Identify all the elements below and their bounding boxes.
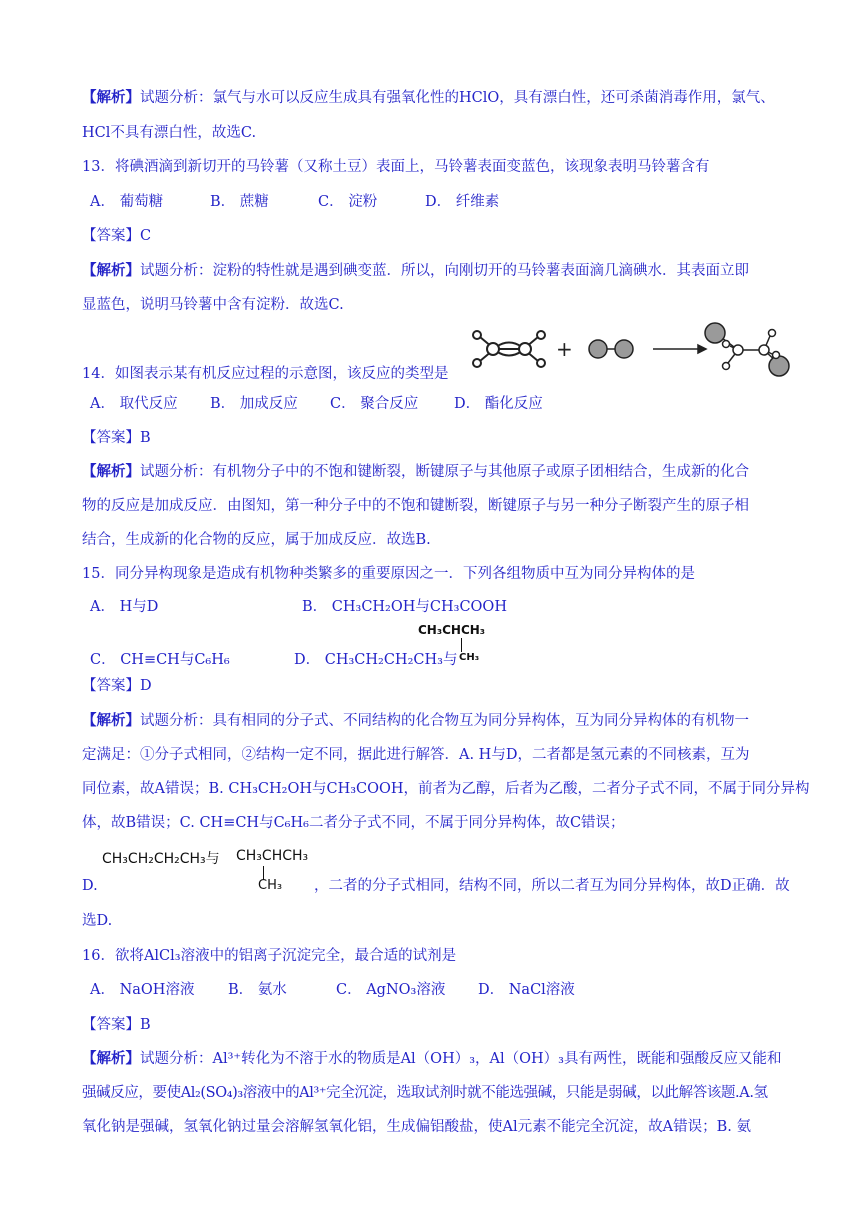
- q14-analysis-line-3: 结合，生成新的化合物的反应，属于加成反应．故选B.: [82, 532, 431, 548]
- halogen-molecule: [589, 340, 633, 358]
- q16-analysis-line-3: 氧化钠是强碱，氢氧化钠过量会溶解氢氧化铝，生成偏铝酸盐，使Al元素不能完全沉淀，故A错误；B. 氨: [82, 1119, 751, 1135]
- q13-option-d: D． 纤维素: [425, 194, 500, 210]
- q12-analysis-line-1: [82, 88, 775, 108]
- q16-analysis-text-1: 试题分析：Al³⁺转化为不溶于水的物质是Al（OH）₃，Al（OH）₃具有两性，既能和强酸反应又能和: [140, 1051, 782, 1067]
- q15-analysis-line-2: 定满足：①分子式相同，②结构一定不同，据此进行解答．A. H与D，二者都是氢元素的不同核素，互为: [82, 747, 750, 763]
- ethylene-molecule: [473, 331, 545, 367]
- q13-option-c: C． 淀粉: [318, 194, 378, 210]
- q14-analysis-line-2: 物的反应是加成反应．由图知，第一种分子中的不饱和键断裂，断键原子与另一种分子断裂产生的原子相: [82, 498, 749, 514]
- q15-option-a: A． H与D: [90, 599, 159, 615]
- q16-analysis-line-2: 强碱反应，要使Al₂(SO₄)₃溶液中的Al³⁺完全沉淀，选取试剂时就不能选强碱，只能是弱碱，以此解答该题.A.氢: [82, 1085, 768, 1101]
- q12-analysis-tag: 【解析】: [82, 89, 140, 106]
- q15-answer: 【答案】D: [82, 678, 152, 694]
- q15-option-d: D． CH₃CH₂CH₂CH₃与: [294, 652, 458, 668]
- q14-answer: 【答案】B: [82, 430, 151, 446]
- q16-analysis-tag: 【解析】: [82, 1050, 140, 1067]
- q12-analysis-line-2: HCl不具有漂白性，故选C.: [82, 125, 257, 141]
- q15-stem: 15．同分异构现象是造成有机物种类繁多的重要原因之一．下列各组物质中互为同分异构体的是: [82, 566, 695, 582]
- q14-option-c: C． 聚合反应: [330, 396, 419, 412]
- q14-option-a: A． 取代反应: [90, 396, 178, 412]
- plus-sign: +: [556, 337, 573, 361]
- q13-option-b: B． 蔗糖: [210, 194, 269, 210]
- q13-answer: 【答案】C: [82, 228, 152, 244]
- q15-analysis-tag: 【解析】: [82, 712, 140, 729]
- q15-analysis-image-left: CH₃CH₂CH₂CH₃与: [102, 851, 220, 867]
- q15-option-d-branch-bond: [461, 638, 462, 652]
- q14-analysis-line-1: [82, 462, 749, 482]
- q16-option-d: D． NaCl溶液: [478, 982, 575, 998]
- q16-option-c: C． AgNO₃溶液: [336, 982, 446, 998]
- q15-analysis-line-4: 体，故B错误；C. CH≡CH与C₆H₆二者分子式不同，不属于同分异构体，故C错误；: [82, 815, 625, 831]
- q13-analysis-tag: 【解析】: [82, 262, 140, 279]
- q15-analysis-line-1: [82, 711, 749, 731]
- q16-option-b: B． 氨水: [228, 982, 287, 998]
- q15-option-c: C． CH≡CH与C₆H₆: [90, 652, 230, 668]
- q15-analysis-line-5: ，二者的分子式相同，结构不同，所以二者互为同分异构体，故D正确．故: [314, 878, 790, 894]
- q16-analysis-line-1: [82, 1049, 781, 1069]
- q14-option-d: D． 酯化反应: [454, 396, 543, 412]
- q14-analysis-text-1: 试题分析：有机物分子中的不饱和键断裂，断键原子与其他原子或原子团相结合，生成新的化合: [140, 464, 749, 480]
- q14-option-b: B． 加成反应: [210, 396, 298, 412]
- reaction-diagram: [466, 318, 796, 382]
- q14-stem: 14．如图表示某有机反应过程的示意图，该反应的类型是: [82, 366, 449, 382]
- q13-option-a: A． 葡萄糖: [90, 194, 164, 210]
- q14-analysis-tag: 【解析】: [82, 463, 140, 480]
- q15-analysis-image-branch-bottom: CH₃: [258, 878, 283, 893]
- q16-option-a: A． NaOH溶液: [90, 982, 195, 998]
- q15-analysis-line-5-label: D.: [82, 878, 98, 894]
- product-molecule: [705, 323, 789, 376]
- q15-analysis-image-branch: CH₃CHCH₃: [236, 848, 309, 864]
- reaction-arrow: [653, 345, 706, 353]
- q13-stem: 13．将碘酒滴到新切开的马铃薯（又称土豆）表面上，马铃薯表面变蓝色，该现象表明马铃薯含有: [82, 159, 710, 175]
- q15-option-d-branch-top: CH₃CHCH₃: [418, 623, 486, 637]
- q15-option-b: B． CH₃CH₂OH与CH₃COOH: [302, 599, 507, 615]
- q15-analysis-text-1: 试题分析：具有相同的分子式、不同结构的化合物互为同分异构体，互为同分异构体的有机物一: [140, 713, 749, 729]
- q16-answer: 【答案】B: [82, 1017, 151, 1033]
- q15-analysis-line-3: 同位素，故A错误；B. CH₃CH₂OH与CH₃COOH，前者为乙醇，后者为乙酸，二者分子式不同，不属于同分异构: [82, 781, 810, 797]
- q13-analysis-text-1: 试题分析：淀粉的特性就是遇到碘变蓝．所以，向刚切开的马铃薯表面滴几滴碘水．其表面立即: [140, 263, 749, 279]
- q15-option-d-branch-bottom: CH₃: [459, 652, 480, 663]
- q12-analysis-text-1: 试题分析：氯气与水可以反应生成具有强氧化性的HClO，具有漂白性，还可杀菌消毒作用，氯气、: [140, 90, 775, 106]
- q16-stem: 16．欲将AlCl₃溶液中的铝离子沉淀完全，最合适的试剂是: [82, 948, 457, 964]
- q13-analysis-line-1: [82, 261, 749, 281]
- q13-analysis-line-2: 显蓝色，说明马铃薯中含有淀粉．故选C.: [82, 297, 344, 313]
- q15-analysis-line-6: 选D.: [82, 913, 113, 929]
